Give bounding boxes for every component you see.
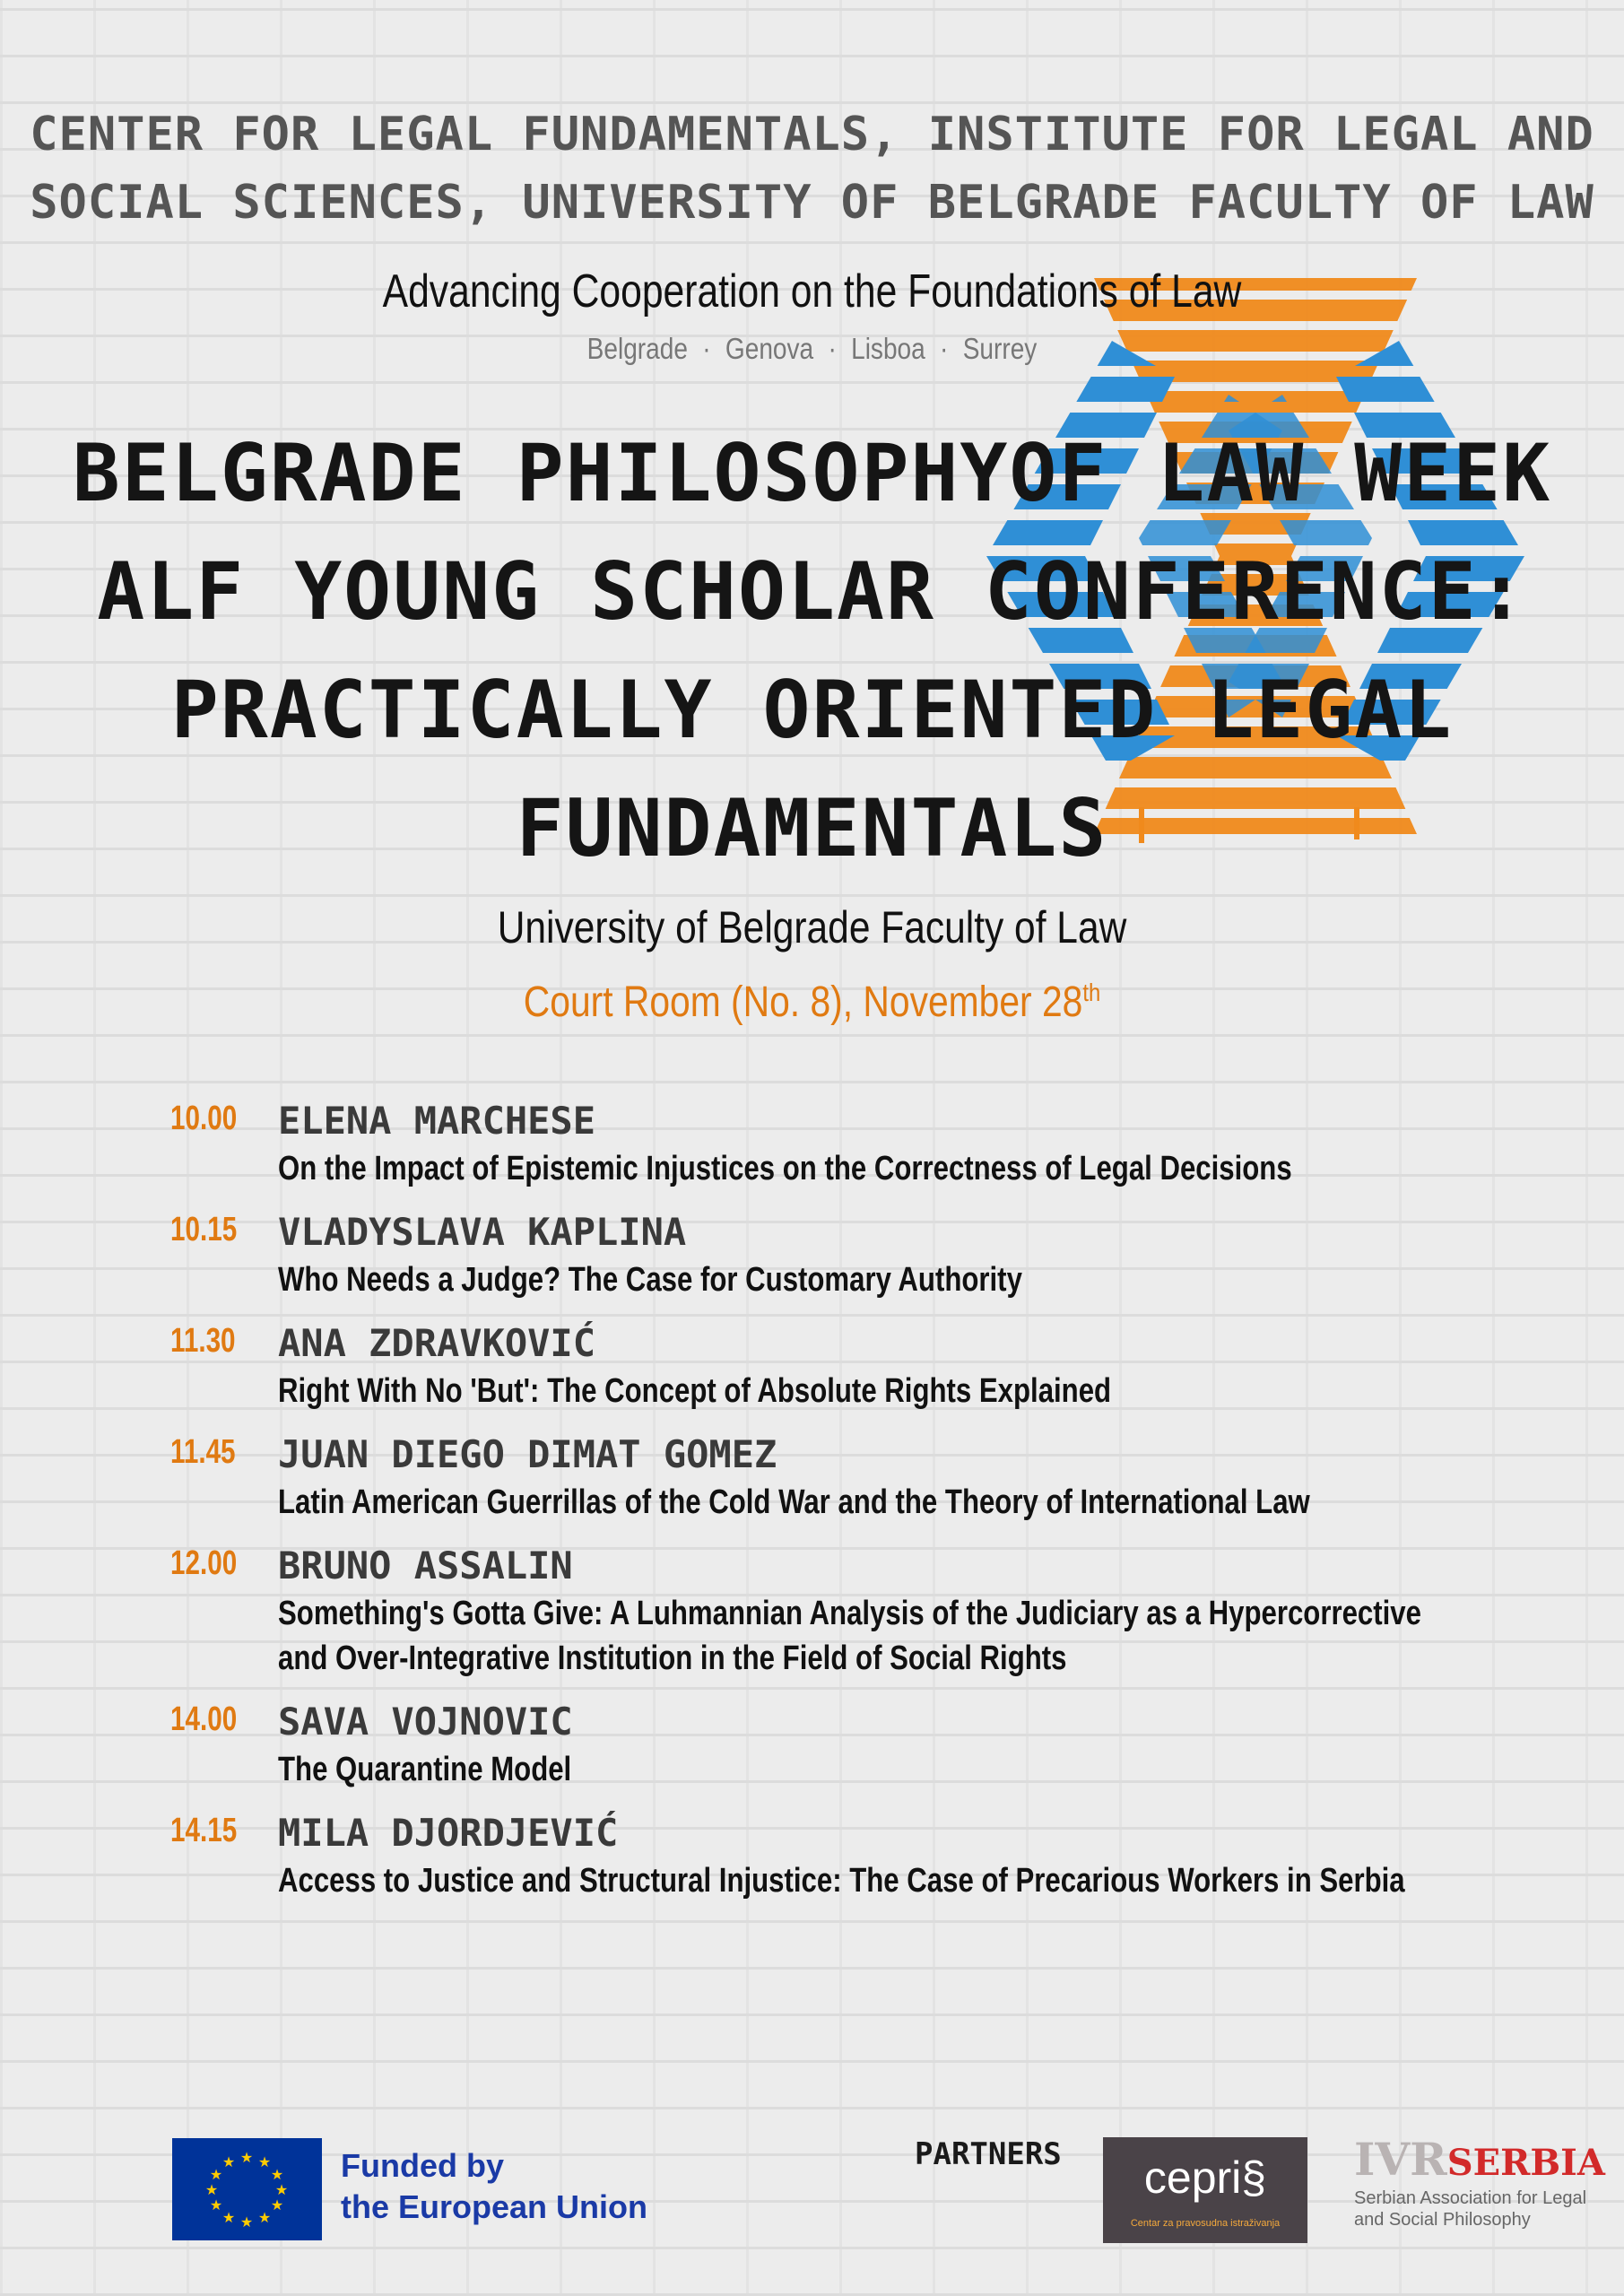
slot-time: 12.00 <box>170 1544 238 1582</box>
room-date-text: Court Room (No. 8), November 28 <box>523 978 1083 1026</box>
svg-text:★: ★ <box>221 2209 236 2226</box>
svg-text:★: ★ <box>239 2149 254 2166</box>
city-list <box>122 332 1502 366</box>
slot-time: 11.30 <box>170 1322 236 1360</box>
title-line-2: ALF YOUNG SCHOLAR CONFERENCE: <box>97 545 1527 638</box>
talk-title: Who Needs a Judge? The Case for Customary Authority <box>278 1261 1022 1299</box>
speaker-name: BRUNO ASSALIN <box>278 1544 573 1587</box>
program-item <box>170 1430 1533 1525</box>
svg-text:★: ★ <box>270 2196 284 2213</box>
city-surrey: Surrey <box>962 332 1038 365</box>
talk-title-continued: and Over-Integrative Institution in the Field of Social Rights <box>278 1639 1067 1677</box>
city-belgrade: Belgrade <box>586 332 688 365</box>
talk-title: On the Impact of Epistemic Injustices on the Correctness of Legal Decisions <box>278 1150 1292 1187</box>
program-item <box>170 1318 1533 1413</box>
svg-text:★: ★ <box>239 2213 254 2231</box>
subtitle: Advancing Cooperation on the Foundations of Law <box>382 265 1242 317</box>
ivr-desc-line-1: Serbian Association for Legal <box>1354 2188 1587 2208</box>
conference-title <box>0 414 1624 888</box>
partners-label: PARTNERS <box>915 2136 1062 2172</box>
talk-title: Access to Justice and Structural Injustice: The Case of Precarious Workers in Serbia <box>278 1862 1405 1900</box>
program-list <box>170 1096 1533 1919</box>
venue-name: University of Belgrade Faculty of Law <box>497 902 1127 952</box>
slot-time: 10.00 <box>170 1100 238 1137</box>
organizer-line-1: CENTER FOR LEGAL FUNDAMENTALS, INSTITUTE FOR LEGAL AND <box>30 108 1594 161</box>
svg-text:★: ★ <box>209 2196 223 2213</box>
svg-text:★: ★ <box>257 2209 272 2226</box>
speaker-name: ELENA MARCHESE <box>278 1099 596 1143</box>
svg-text:★: ★ <box>209 2166 223 2183</box>
program-item <box>170 1096 1533 1191</box>
eu-flag-icon <box>172 2138 322 2240</box>
program-item <box>170 1808 1533 1903</box>
ivr-desc-line-2: and Social Philosophy <box>1354 2210 1531 2230</box>
ivr-logo-text <box>1354 2133 1605 2186</box>
slot-time: 14.00 <box>170 1700 238 1738</box>
svg-text:★: ★ <box>270 2166 284 2183</box>
eu-funding-text <box>341 2145 647 2228</box>
svg-text:★: ★ <box>274 2181 289 2198</box>
title-line-4: FUNDAMENTALS <box>516 782 1108 874</box>
svg-text:★: ★ <box>204 2181 219 2198</box>
ceprig-logo <box>1103 2137 1307 2243</box>
speaker-name: SAVA VOJNOVIC <box>278 1700 573 1744</box>
city-separator: · <box>940 332 949 365</box>
speaker-name: JUAN DIEGO DIMAT GOMEZ <box>278 1432 777 1476</box>
talk-title: Right With No 'But': The Concept of Absolute Rights Explained <box>278 1372 1112 1410</box>
room-and-date <box>122 978 1502 1027</box>
program-item <box>170 1207 1533 1302</box>
city-separator: · <box>828 332 837 365</box>
ceprig-logo-name: cepri§ <box>1143 2152 1267 2203</box>
slot-time: 11.45 <box>170 1433 236 1471</box>
talk-title: The Quarantine Model <box>278 1751 572 1788</box>
speaker-name: ANA ZDRAVKOVIĆ <box>278 1321 596 1365</box>
svg-text:★: ★ <box>257 2153 272 2170</box>
title-line-3: PRACTICALLY ORIENTED LEGAL <box>170 664 1454 756</box>
ivr-serbia-logo <box>1354 2133 1605 2231</box>
program-item <box>170 1541 1533 1681</box>
speaker-name: VLADYSLAVA KAPLINA <box>278 1210 687 1254</box>
eu-line-2: the European Union <box>341 2188 647 2225</box>
organizer-heading <box>0 100 1624 237</box>
city-lisboa: Lisboa <box>851 332 925 365</box>
title-line-1: BELGRADE PHILOSOPHYOF LAW WEEK <box>72 427 1552 519</box>
city-genova: Genova <box>725 332 814 365</box>
city-separator: · <box>702 332 711 365</box>
talk-title: Something's Gotta Give: A Luhmannian Analysis of the Judiciary as a Hypercorrective <box>278 1595 1421 1632</box>
eu-line-1: Funded by <box>341 2147 504 2184</box>
svg-text:★: ★ <box>221 2153 236 2170</box>
program-item <box>170 1697 1533 1792</box>
ivr-logo-b: SERBIA <box>1446 2142 1605 2184</box>
ceprig-logo-tagline: Centar za pravosudna istraživanja <box>1130 2218 1281 2229</box>
ivr-logo-a: IVR <box>1354 2133 1447 2186</box>
talk-title: Latin American Guerrillas of the Cold War and the Theory of International Law <box>278 1483 1310 1521</box>
speaker-name: MILA DJORDJEVIĆ <box>278 1811 619 1855</box>
slot-time: 10.15 <box>170 1211 238 1248</box>
slot-time: 14.15 <box>170 1812 238 1849</box>
date-suffix: th <box>1082 978 1101 1006</box>
organizer-line-2: SOCIAL SCIENCES, UNIVERSITY OF BELGRADE FACULTY OF LAW <box>30 176 1594 230</box>
ivr-description <box>1354 2187 1587 2231</box>
